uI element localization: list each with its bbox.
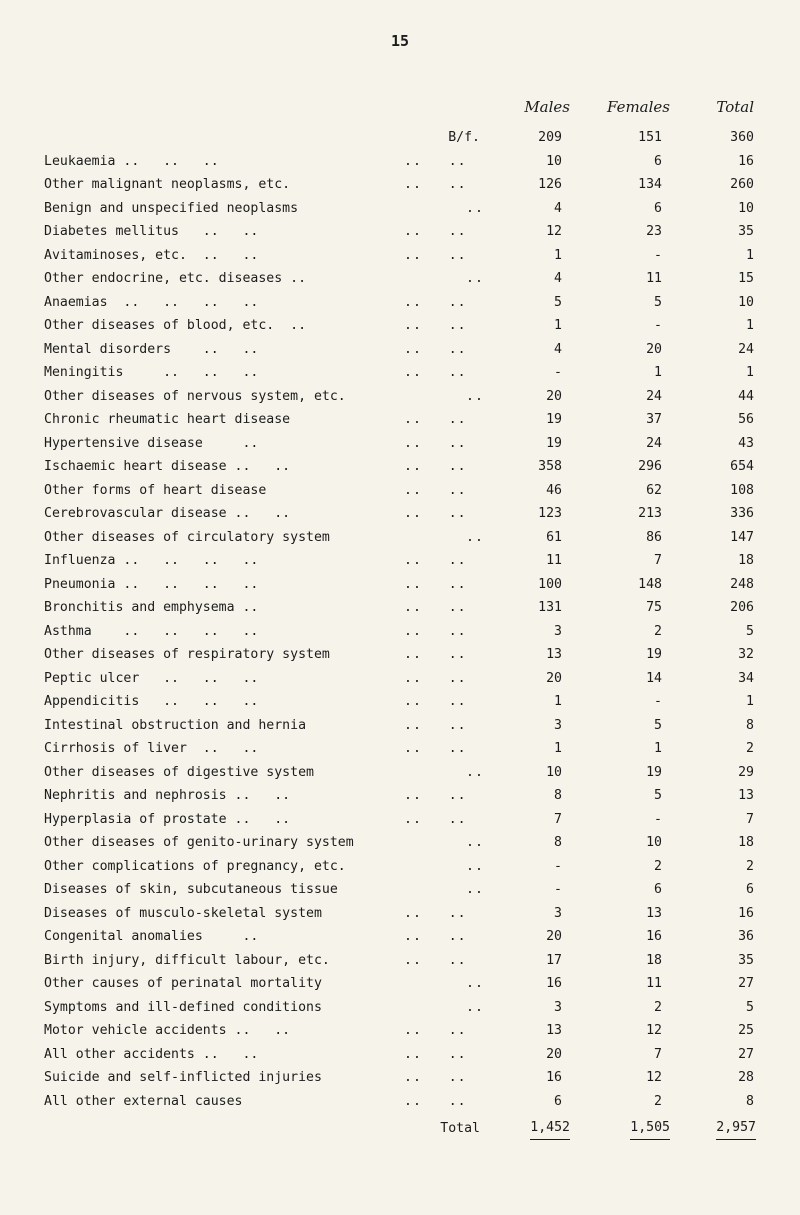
cause-label: Other malignant neoplasms, etc.: [44, 177, 291, 192]
totals-label: Total: [440, 1121, 480, 1136]
table-row: [0, 244, 800, 268]
table-row: [0, 667, 800, 691]
cause-label: Mental disorders .. ..: [44, 341, 259, 357]
leader-dots: .. ..: [404, 788, 467, 803]
males-value: 4: [554, 200, 562, 216]
table-row: [0, 996, 800, 1020]
table-row: [0, 197, 800, 221]
males-value: 6: [554, 1093, 562, 1109]
males-value: 3: [554, 623, 562, 639]
table-row: [0, 784, 800, 808]
males-value: 61: [546, 529, 562, 545]
cause-label: Other diseases of genito-urinary system: [44, 835, 354, 850]
females-value: 75: [646, 600, 662, 615]
cause-label: Symptoms and ill-defined conditions: [44, 999, 322, 1015]
leader-dots: .. ..: [404, 553, 467, 568]
table-row: [0, 267, 800, 291]
total-value: 1: [746, 318, 754, 333]
males-value: 20: [546, 670, 562, 686]
table-row: [0, 902, 800, 926]
table-row: [0, 855, 800, 879]
males-value: 126: [538, 177, 562, 192]
total-value: 36: [738, 929, 754, 944]
table-row: [0, 596, 800, 620]
cause-label: Other diseases of digestive system: [44, 764, 314, 780]
males-value: 12: [546, 224, 562, 239]
males-total: 1,452: [530, 1118, 570, 1140]
table-row: [0, 314, 800, 338]
leader-dots: .. ..: [404, 365, 467, 380]
females-value: -: [654, 694, 662, 709]
cause-label: Peptic ulcer .. .. ..: [44, 670, 259, 686]
males-value: 3: [554, 905, 562, 921]
females-value: -: [654, 318, 662, 333]
leader-dots: ..: [466, 999, 484, 1015]
males-value: 10: [546, 764, 562, 780]
total-value: 6: [746, 882, 754, 897]
leader-dots: ..: [466, 200, 484, 216]
column-header-males: Males: [524, 98, 570, 116]
total-value: 18: [738, 553, 754, 568]
table-row: [0, 972, 800, 996]
leader-dots: .. ..: [404, 670, 467, 686]
males-value: 3: [554, 999, 562, 1015]
cause-label: Birth injury, difficult labour, etc.: [44, 952, 330, 968]
females-value: 151: [638, 130, 662, 145]
total-value: 336: [730, 506, 754, 521]
total-value: 27: [738, 976, 754, 991]
males-value: 46: [546, 482, 562, 498]
females-value: 16: [646, 929, 662, 944]
females-value: 12: [646, 1070, 662, 1085]
total-value: 2: [746, 858, 754, 874]
leader-dots: .. ..: [404, 576, 467, 592]
cause-label: Appendicitis .. .. ..: [44, 694, 259, 709]
cause-label: Pneumonia .. .. .. ..: [44, 576, 259, 592]
total-value: 248: [730, 576, 754, 592]
cause-label: Benign and unspecified neoplasms: [44, 200, 299, 216]
males-value: -: [554, 882, 562, 897]
column-header-females: Females: [606, 98, 670, 116]
females-value: 62: [646, 482, 662, 498]
total-value: 1: [746, 365, 754, 380]
table-row: [0, 361, 800, 385]
total-value: 34: [738, 670, 754, 686]
total-value: 1: [746, 247, 754, 263]
total-value: 16: [738, 153, 754, 169]
total-value: 56: [738, 412, 754, 427]
table-row: [0, 502, 800, 526]
females-value: 5: [654, 788, 662, 803]
cause-label: Hyperplasia of prostate .. ..: [44, 811, 291, 827]
males-value: 20: [546, 388, 562, 404]
leader-dots: .. ..: [404, 294, 467, 310]
males-value: 8: [554, 835, 562, 850]
males-value: -: [554, 365, 562, 380]
females-value: 7: [654, 553, 662, 568]
leader-dots: .. ..: [404, 177, 467, 192]
grand-total: 2,957: [716, 1118, 756, 1140]
total-value: 27: [738, 1046, 754, 1062]
cause-label: Cirrhosis of liver .. ..: [44, 741, 259, 756]
leader-dots: .. ..: [404, 1046, 467, 1062]
table-row: [0, 1090, 800, 1114]
table-row: [0, 690, 800, 714]
cause-label: Anaemias .. .. .. ..: [44, 294, 259, 310]
cause-label: Influenza .. .. .. ..: [44, 553, 259, 568]
total-value: 43: [738, 435, 754, 451]
females-value: 12: [646, 1023, 662, 1038]
males-value: 1: [554, 318, 562, 333]
leader-dots: ..: [466, 271, 484, 286]
females-value: 134: [638, 177, 662, 192]
females-value: 11: [646, 976, 662, 991]
cause-label: Congenital anomalies ..: [44, 929, 259, 944]
leader-dots: ..: [466, 388, 484, 404]
table-header: [0, 98, 800, 120]
females-value: 7: [654, 1046, 662, 1062]
cause-label: Other forms of heart disease: [44, 482, 267, 498]
males-value: 20: [546, 1046, 562, 1062]
males-value: 8: [554, 788, 562, 803]
females-value: 2: [654, 1093, 662, 1109]
totals-row: [0, 1117, 800, 1141]
females-value: 2: [654, 623, 662, 639]
table-row: [0, 1019, 800, 1043]
cause-label: Motor vehicle accidents .. ..: [44, 1023, 291, 1038]
leader-dots: .. ..: [404, 1093, 467, 1109]
cause-label: Bronchitis and emphysema ..: [44, 600, 259, 615]
cause-label: Other diseases of nervous system, etc.: [44, 388, 346, 404]
total-value: 35: [738, 224, 754, 239]
total-value: 18: [738, 835, 754, 850]
females-value: 37: [646, 412, 662, 427]
table-row: [0, 291, 800, 315]
leader-dots: .. ..: [404, 694, 467, 709]
males-value: 209: [538, 130, 562, 145]
females-value: 5: [654, 717, 662, 733]
leader-dots: .. ..: [404, 459, 467, 474]
leader-dots: .. ..: [404, 929, 467, 944]
females-value: 24: [646, 435, 662, 451]
females-value: 19: [646, 647, 662, 662]
page-number: 15: [390, 32, 410, 50]
cause-label: Chronic rheumatic heart disease: [44, 412, 291, 427]
cause-label: Other diseases of circulatory system: [44, 529, 330, 545]
females-value: 1: [654, 365, 662, 380]
females-value: 10: [646, 835, 662, 850]
males-value: -: [554, 858, 562, 874]
leader-dots: ..: [466, 858, 484, 874]
females-value: 6: [654, 200, 662, 216]
total-value: 5: [746, 623, 754, 639]
cause-label: Cerebrovascular disease .. ..: [44, 506, 291, 521]
leader-dots: ..: [466, 764, 484, 780]
cause-label: Other causes of perinatal mortality: [44, 976, 322, 991]
males-value: 16: [546, 976, 562, 991]
total-value: 8: [746, 1093, 754, 1109]
cause-label: Diabetes mellitus .. ..: [44, 224, 259, 239]
mortality-table: [0, 126, 800, 1141]
leader-dots: .. ..: [404, 318, 467, 333]
females-value: 14: [646, 670, 662, 686]
leader-dots: .. ..: [404, 153, 467, 169]
total-value: 13: [738, 788, 754, 803]
females-value: 20: [646, 341, 662, 357]
table-row: [0, 620, 800, 644]
total-value: 7: [746, 811, 754, 827]
cause-label: Other endocrine, etc. diseases ..: [44, 271, 307, 286]
total-value: 5: [746, 999, 754, 1015]
table-row: [0, 173, 800, 197]
females-value: 86: [646, 529, 662, 545]
males-value: 4: [554, 341, 562, 357]
table-row: [0, 338, 800, 362]
table-row: [0, 949, 800, 973]
males-value: 5: [554, 294, 562, 310]
females-value: 2: [654, 858, 662, 874]
cause-label: Nephritis and nephrosis .. ..: [44, 788, 291, 803]
cause-label: Avitaminoses, etc. .. ..: [44, 247, 259, 263]
table-row: [0, 831, 800, 855]
leader-dots: ..: [466, 976, 484, 991]
cause-label: Asthma .. .. .. ..: [44, 623, 259, 639]
females-value: 6: [654, 882, 662, 897]
total-value: 35: [738, 952, 754, 968]
total-value: 16: [738, 905, 754, 921]
females-total: 1,505: [630, 1118, 670, 1140]
table-row: [0, 150, 800, 174]
column-header-total: Total: [716, 98, 754, 116]
total-value: 15: [738, 271, 754, 286]
brought-forward-label: B/f.: [448, 130, 480, 145]
leader-dots: .. ..: [404, 412, 467, 427]
females-value: 24: [646, 388, 662, 404]
total-value: 1: [746, 694, 754, 709]
males-value: 1: [554, 247, 562, 263]
cause-label: Ischaemic heart disease .. ..: [44, 459, 291, 474]
females-value: 13: [646, 905, 662, 921]
leader-dots: .. ..: [404, 224, 467, 239]
females-value: 2: [654, 999, 662, 1015]
males-value: 19: [546, 435, 562, 451]
table-row: [0, 1043, 800, 1067]
cause-label: Meningitis .. .. ..: [44, 365, 259, 380]
table-row: [0, 432, 800, 456]
table-row: [0, 573, 800, 597]
leader-dots: .. ..: [404, 717, 467, 733]
total-value: 32: [738, 647, 754, 662]
cause-label: Leukaemia .. .. ..: [44, 153, 219, 169]
females-value: 296: [638, 459, 662, 474]
total-value: 8: [746, 717, 754, 733]
leader-dots: .. ..: [404, 952, 467, 968]
males-value: 19: [546, 412, 562, 427]
table-row: [0, 408, 800, 432]
males-value: 100: [538, 576, 562, 592]
leader-dots: ..: [466, 529, 484, 545]
leader-dots: .. ..: [404, 1023, 467, 1038]
cause-label: Intestinal obstruction and hernia: [44, 717, 307, 733]
females-value: 1: [654, 741, 662, 756]
males-value: 10: [546, 153, 562, 169]
males-value: 3: [554, 717, 562, 733]
table-row: [0, 1066, 800, 1090]
leader-dots: .. ..: [404, 341, 467, 357]
total-value: 25: [738, 1023, 754, 1038]
leader-dots: .. ..: [404, 647, 467, 662]
table-row: [0, 385, 800, 409]
males-value: 1: [554, 741, 562, 756]
cause-label: Diseases of skin, subcutaneous tissue: [44, 882, 338, 897]
males-value: 20: [546, 929, 562, 944]
males-value: 1: [554, 694, 562, 709]
leader-dots: .. ..: [404, 811, 467, 827]
females-value: 6: [654, 153, 662, 169]
females-value: 148: [638, 576, 662, 592]
leader-dots: .. ..: [404, 435, 467, 451]
cause-label: All other external causes: [44, 1093, 243, 1109]
total-value: 206: [730, 600, 754, 615]
table-row: [0, 479, 800, 503]
table-row: [0, 737, 800, 761]
brought-forward-row: [0, 126, 800, 150]
total-value: 147: [730, 529, 754, 545]
males-value: 11: [546, 553, 562, 568]
cause-label: Other diseases of blood, etc. ..: [44, 318, 307, 333]
cause-label: Diseases of musculo-skeletal system: [44, 905, 322, 921]
total-value: 260: [730, 177, 754, 192]
table-row: [0, 878, 800, 902]
females-value: -: [654, 247, 662, 263]
table-row: [0, 808, 800, 832]
total-value: 654: [730, 459, 754, 474]
cause-label: Other diseases of respiratory system: [44, 647, 330, 662]
leader-dots: .. ..: [404, 482, 467, 498]
leader-dots: .. ..: [404, 506, 467, 521]
females-value: -: [654, 811, 662, 827]
cause-label: Other complications of pregnancy, etc.: [44, 858, 346, 874]
leader-dots: .. ..: [404, 905, 467, 921]
table-row: [0, 549, 800, 573]
cause-label: All other accidents .. ..: [44, 1046, 259, 1062]
total-value: 108: [730, 482, 754, 498]
males-value: 13: [546, 1023, 562, 1038]
leader-dots: .. ..: [404, 623, 467, 639]
table-row: [0, 220, 800, 244]
males-value: 7: [554, 811, 562, 827]
females-value: 213: [638, 506, 662, 521]
total-value: 10: [738, 294, 754, 310]
total-value: 24: [738, 341, 754, 357]
females-value: 19: [646, 764, 662, 780]
table-row: [0, 526, 800, 550]
total-value: 28: [738, 1070, 754, 1085]
leader-dots: .. ..: [404, 1070, 467, 1085]
cause-label: Suicide and self-inflicted injuries: [44, 1070, 322, 1085]
males-value: 17: [546, 952, 562, 968]
total-value: 10: [738, 200, 754, 216]
cause-label: Hypertensive disease ..: [44, 435, 259, 451]
leader-dots: .. ..: [404, 741, 467, 756]
males-value: 16: [546, 1070, 562, 1085]
total-value: 360: [730, 130, 754, 145]
table-row: [0, 455, 800, 479]
table-row: [0, 761, 800, 785]
leader-dots: ..: [466, 835, 484, 850]
total-value: 44: [738, 388, 754, 404]
females-value: 18: [646, 952, 662, 968]
males-value: 4: [554, 271, 562, 286]
males-value: 13: [546, 647, 562, 662]
table-row: [0, 643, 800, 667]
males-value: 131: [538, 600, 562, 615]
leader-dots: .. ..: [404, 247, 467, 263]
females-value: 5: [654, 294, 662, 310]
total-value: 2: [746, 741, 754, 756]
table-row: [0, 714, 800, 738]
males-value: 123: [538, 506, 562, 521]
table-row: [0, 925, 800, 949]
females-value: 23: [646, 224, 662, 239]
males-value: 358: [538, 459, 562, 474]
leader-dots: .. ..: [404, 600, 467, 615]
total-value: 29: [738, 764, 754, 780]
females-value: 11: [646, 271, 662, 286]
leader-dots: ..: [466, 882, 484, 897]
